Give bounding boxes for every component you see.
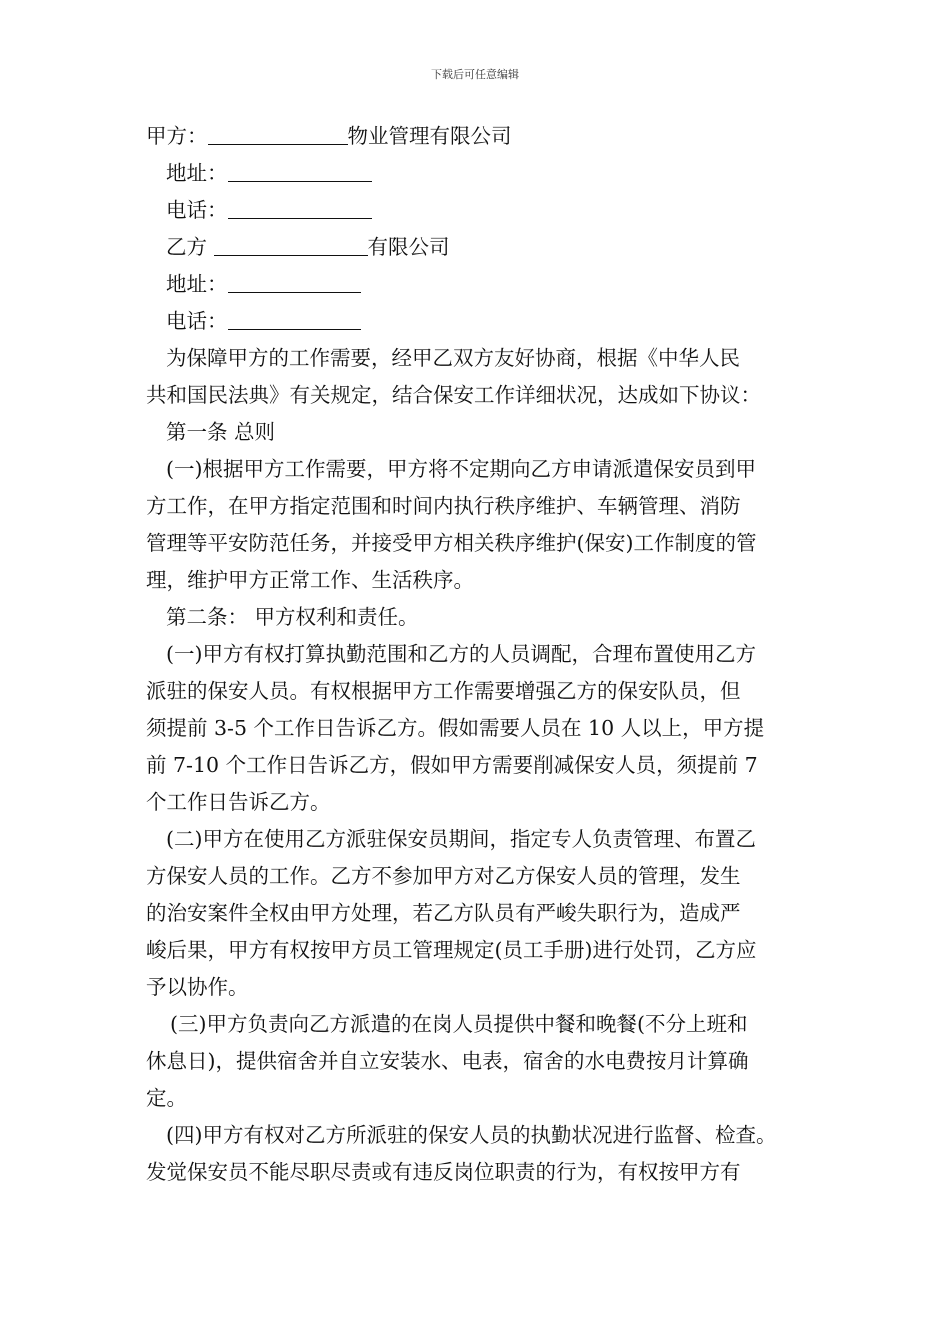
article-1-para-line: 理，维护甲方正常工作、生活秩序。 [146,568,474,592]
party-b-label: 乙方 [166,235,214,259]
article-2-para-2-line: 的治安案件全权由甲方处理，若乙方队员有严峻失职行为，造成严 [146,901,741,925]
party-b-address-line [146,266,816,303]
party-b-line [146,229,816,266]
party-a-address-blank[interactable] [228,159,372,182]
party-a-suffix: 物业管理有限公司 [347,124,512,148]
article-1-title: 第一条 总则 [166,420,276,444]
party-a-address-line [146,155,816,192]
article-2-para-1-line: 个工作日告诉乙方。 [146,790,331,814]
article-1-para-line: 管理等平安防范任务，并接受甲方相关秩序维护(保安)工作制度的管 [146,531,757,555]
article-2-para-3-line: 定。 [146,1086,187,1110]
party-b-address-blank[interactable] [228,270,361,293]
party-a-name-blank[interactable] [208,122,348,145]
party-b-phone-line [146,303,816,340]
contract-body [146,118,816,1191]
intro-line: 共和国民法典》有关规定，结合保安工作详细状况，达成如下协议： [146,383,761,407]
party-a-label: 甲方： [146,124,208,148]
article-2-title: 第二条： 甲方权利和责任。 [166,605,419,629]
party-b-address-label: 地址： [166,272,228,296]
article-1-para-line: 方工作，在甲方指定范围和时间内执行秩序维护、车辆管理、消防 [146,494,741,518]
intro-line: 为保障甲方的工作需要，经甲乙双方友好协商，根据《中华人民 [166,346,740,370]
party-a-phone-line [146,192,816,229]
article-2-para-2-line: 方保安人员的工作。乙方不参加甲方对乙方保安人员的管理，发生 [146,864,741,888]
article-2-para-1-line: 须提前 3-5 个工作日告诉乙方。假如需要人员在 10 人以上，甲方提 [146,716,765,740]
page-header-note: 下载后可任意编辑 [431,68,519,81]
party-b-suffix: 有限公司 [367,235,450,259]
party-a-line [146,118,816,155]
article-2-para-2-line: 予以协作。 [146,975,249,999]
party-b-phone-label: 电话： [166,309,228,333]
party-a-phone-blank[interactable] [228,196,372,219]
article-2-para-1-line: 前 7-10 个工作日告诉乙方，假如甲方需要削减保安人员，须提前 7 [146,753,758,777]
article-2-para-3-line: (三)甲方负责向乙方派遣的在岗人员提供中餐和晚餐(不分上班和 [170,1012,748,1036]
article-2-para-4-line: (四)甲方有权对乙方所派驻的保安人员的执勤状况进行监督、检查。 [166,1123,777,1147]
party-a-phone-label: 电话： [166,198,228,222]
article-2-para-3-line: 休息日)，提供宿舍并自立安装水、电表，宿舍的水电费按月计算确 [146,1049,749,1073]
article-2-para-4-line: 发觉保安员不能尽职尽责或有违反岗位职责的行为，有权按甲方有 [146,1160,741,1184]
article-2-para-1-line: (一)甲方有权打算执勤范围和乙方的人员调配，合理布置使用乙方 [166,642,756,666]
article-2-para-2-line: (二)甲方在使用乙方派驻保安员期间，指定专人负责管理、布置乙 [166,827,756,851]
party-b-phone-blank[interactable] [228,307,361,330]
article-2-para-1-line: 派驻的保安人员。有权根据甲方工作需要增强乙方的保安队员，但 [146,679,741,703]
article-1-para-line: (一)根据甲方工作需要，甲方将不定期向乙方申请派遣保安员到甲 [166,457,756,481]
article-2-para-2-line: 峻后果，甲方有权按甲方员工管理规定(员工手册)进行处罚，乙方应 [146,938,757,962]
party-b-name-blank[interactable] [214,233,368,256]
party-a-address-label: 地址： [166,161,228,185]
